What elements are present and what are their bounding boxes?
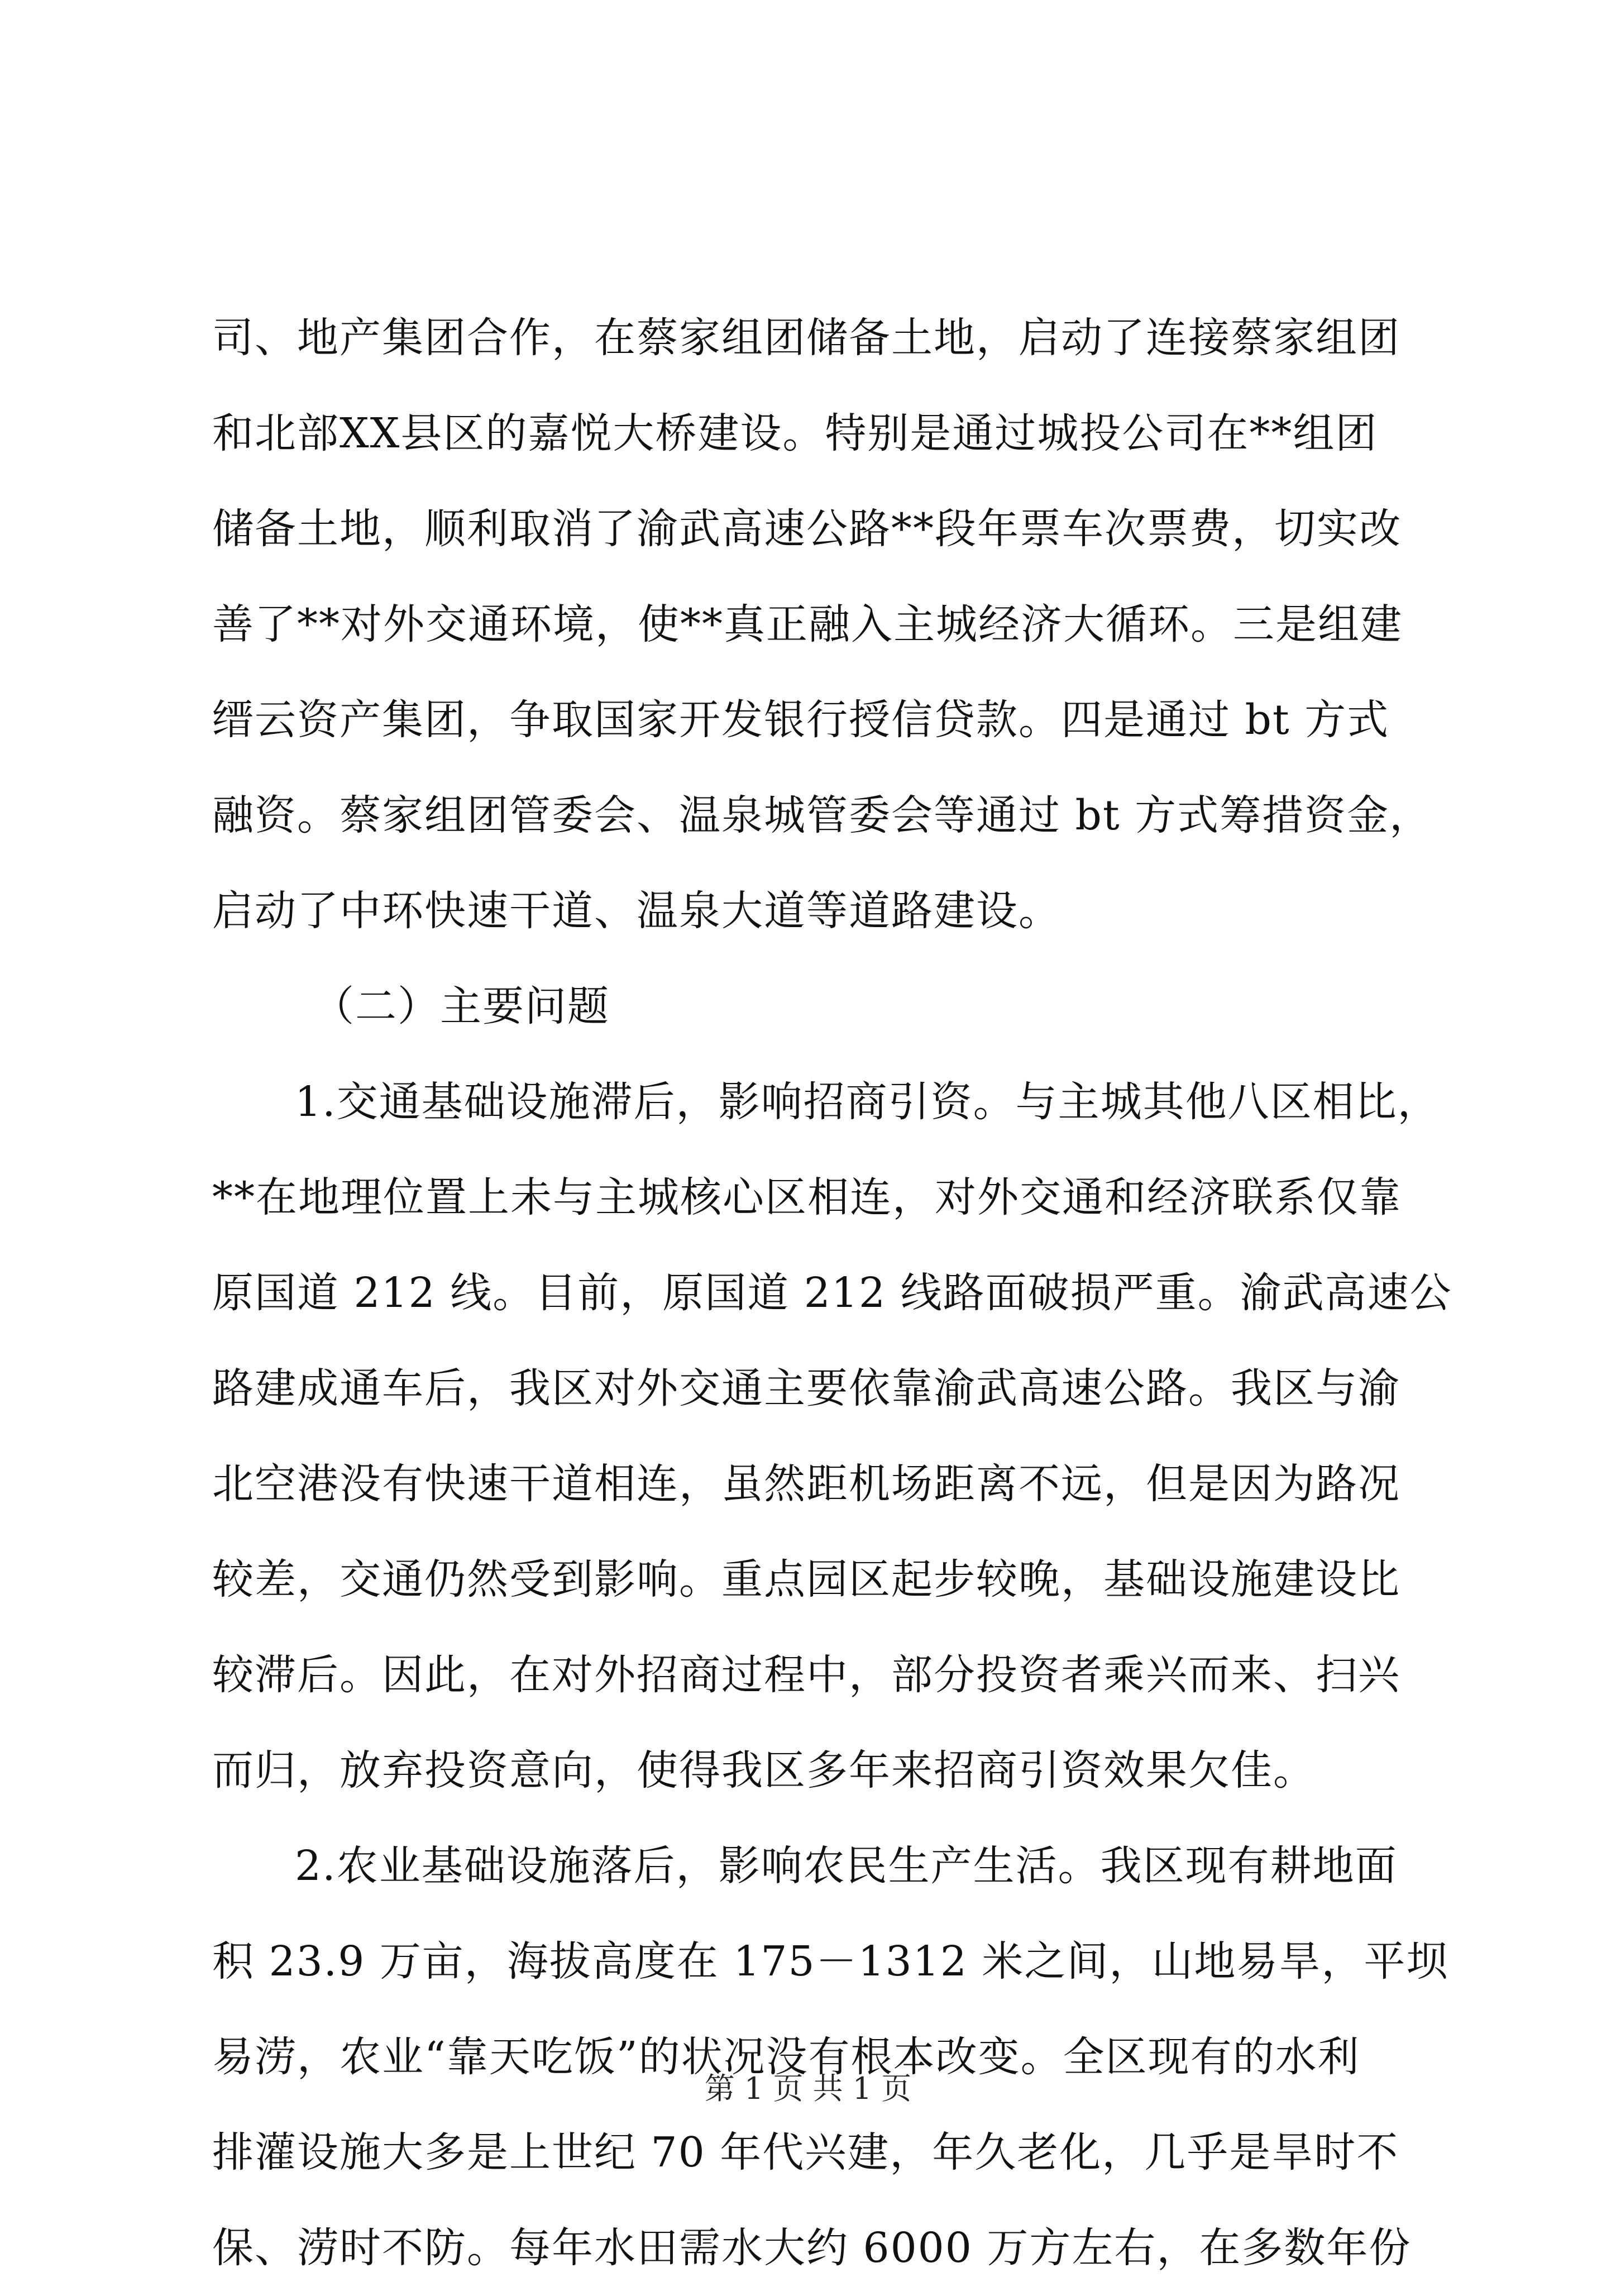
- paragraph-line: 司、地产集团合作，在蔡家组团储备土地，启动了连接蔡家组团: [212, 314, 1400, 362]
- paragraph-line: **在地理位置上未与主城核心区相连，对外交通和经济联系仅靠: [212, 1173, 1402, 1221]
- paragraph-line: 易涝，农业“靠天吃饭”的状况没有根本改变。全区现有的水利: [212, 2033, 1360, 2081]
- paragraph-line: 较滞后。因此，在对外招商过程中，部分投资者乘兴而来、扫兴: [212, 1651, 1400, 1699]
- paragraph-line: 排灌设施大多是上世纪 70 年代兴建，年久老化，几乎是旱时不: [212, 2128, 1399, 2176]
- paragraph-line: 保、涝时不防。每年水田需水大约 6000 万方左右，在多数年份: [212, 2224, 1412, 2272]
- paragraph-line: 而归，放弃投资意向，使得我区多年来招商引资效果欠佳。: [212, 1746, 1316, 1794]
- paragraph-line: 储备土地，顺利取消了渝武高速公路**段年票车次票费，切实改: [212, 505, 1402, 553]
- paragraph-line: 和北部XX县区的嘉悦大桥建设。特别是通过城投公司在**组团: [212, 409, 1378, 457]
- paragraph-line: 1.交通基础设施滞后，影响招商引资。与主城其他八区相比，: [295, 1078, 1440, 1126]
- section-heading: （二）主要问题: [313, 982, 610, 1030]
- paragraph-line: 善了**对外交通环境，使**真正融入主城经济大循环。三是组建: [212, 600, 1403, 648]
- paragraph-line: 较差，交通仍然受到影响。重点园区起步较晚，基础设施建设比: [212, 1555, 1400, 1603]
- paragraph-line: 缙云资产集团，争取国家开发银行授信贷款。四是通过 bt 方式: [212, 696, 1390, 744]
- page-footer: 第 1 页 共 1 页: [704, 2071, 912, 2106]
- paragraph-line: 融资。蔡家组团管委会、温泉城管委会等通过 bt 方式筹措资金，: [212, 791, 1432, 839]
- document-body: [212, 290, 1452, 2296]
- paragraph-line: 北空港没有快速干道相连，虽然距机场距离不远，但是因为路况: [212, 1460, 1400, 1508]
- paragraph-line: 原国道 212 线。目前，原国道 212 线路面破损严重。渝武高速公: [212, 1269, 1452, 1317]
- paragraph-line: 2.农业基础设施落后，影响农民生产生活。我区现有耕地面: [295, 1842, 1398, 1890]
- paragraph-line: 积 23.9 万亩，海拔高度在 175－1312 米之间，山地易旱，平坝: [212, 1937, 1449, 1985]
- paragraph-line: 启动了中环快速干道、温泉大道等道路建设。: [212, 887, 1061, 935]
- paragraph-line: 路建成通车后，我区对外交通主要依靠渝武高速公路。我区与渝: [212, 1364, 1400, 1412]
